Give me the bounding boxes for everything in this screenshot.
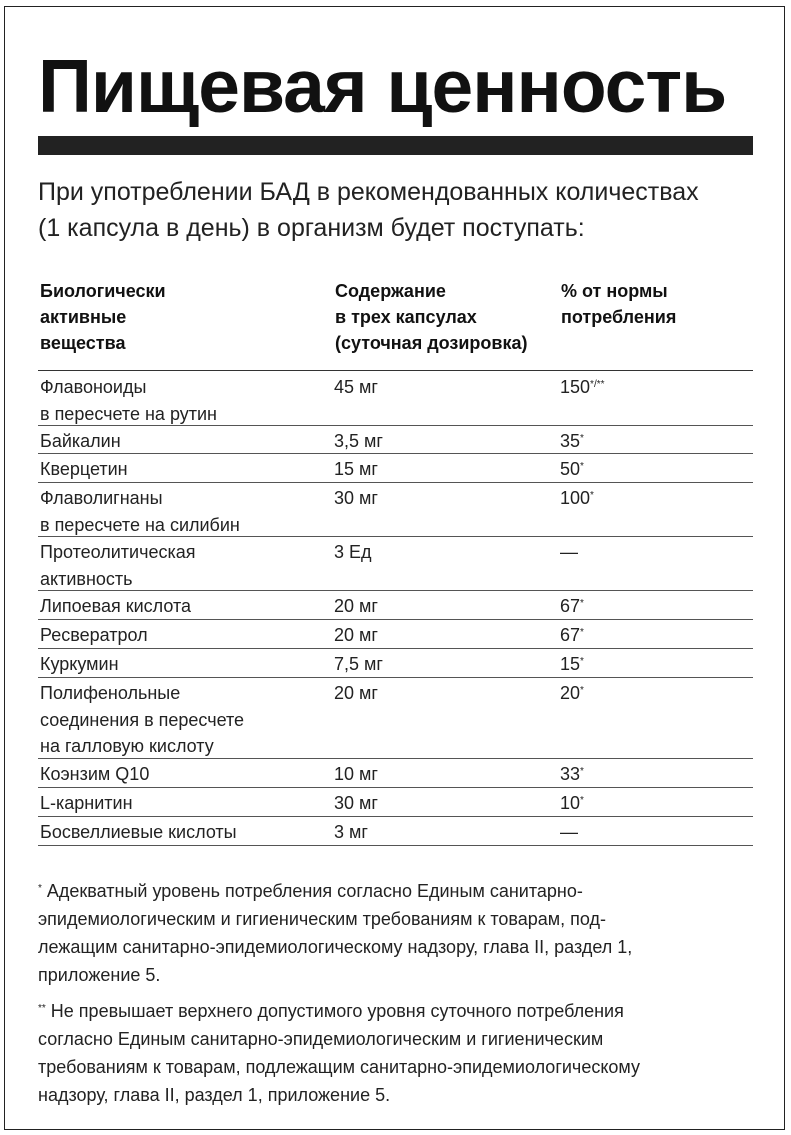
table-row (38, 759, 753, 788)
footnote-mark: * (590, 490, 594, 501)
substance-name-line: в пересчете на силибин (40, 514, 240, 535)
footnote-line: надзору, глава II, раздел 1, приложение 5. (38, 1085, 391, 1105)
substance-name (40, 485, 240, 538)
header-line: потребления (561, 307, 677, 327)
substance-name-line: L-карнитин (40, 793, 133, 813)
footnote-adequate-level (38, 877, 753, 989)
percent-of-norm (560, 761, 584, 788)
percent-value: 33 (560, 764, 581, 784)
percent-of-norm (560, 622, 584, 649)
percent-of-norm (560, 819, 578, 846)
percent-value: 50 (560, 459, 581, 479)
footnote-mark: * (580, 433, 584, 444)
daily-amount: 3 мг (334, 822, 368, 842)
footnote-line: согласно Единым санитарно-эпидемиологическим и гигиеническим (38, 1029, 604, 1049)
substance-name (40, 761, 149, 788)
title-underline-bar (38, 136, 753, 155)
substance-name (40, 593, 191, 620)
header-line: Биологически (40, 281, 166, 301)
substance-name-line: в пересчете на рутин (40, 403, 217, 424)
substance-name-line: Флаволигнаны (40, 488, 163, 508)
percent-value: 67 (560, 625, 581, 645)
substance-name-line: Протеолитическая (40, 542, 196, 562)
table-row (38, 483, 753, 537)
table-row (38, 788, 753, 817)
header-line: % от нормы (561, 281, 668, 301)
substance-name-line: Куркумин (40, 654, 119, 674)
intro-line: (1 капсула в день) в организм будет поступать: (38, 214, 585, 242)
header-line: (суточная дозировка) (335, 333, 528, 353)
percent-of-norm (560, 593, 584, 620)
table-row (38, 426, 753, 454)
table-row (38, 817, 753, 846)
percent-of-norm (560, 539, 578, 566)
substance-name-line: Коэнзим Q10 (40, 764, 150, 784)
daily-amount: 20 мг (334, 596, 378, 616)
footnote-line: требованиям к товарам, подлежащим санитарно-эпидемиологическому (38, 1057, 640, 1077)
header-line: в трех капсулах (335, 307, 477, 327)
substance-name (40, 680, 244, 760)
daily-amount: 20 мг (334, 625, 378, 645)
percent-of-norm (560, 651, 584, 678)
daily-amount: 3 Ед (334, 542, 372, 562)
percent-value: 15 (560, 654, 581, 674)
percent-of-norm (560, 790, 584, 817)
percent-value: — (560, 822, 578, 842)
percent-of-norm (560, 374, 605, 401)
footnote-line: эпидемиологическим и гигиеническим требованиям к товарам, под- (38, 909, 607, 929)
footnote-line: приложение 5. (38, 965, 161, 985)
percent-value: 20 (560, 683, 581, 703)
table-row (38, 591, 753, 620)
substance-name-line: на галловую кислоту (40, 736, 214, 756)
table-row (38, 620, 753, 649)
table-row (38, 537, 753, 591)
header-line: Содержание (335, 281, 446, 301)
daily-amount: 20 мг (334, 683, 378, 703)
footnote-mark: * (38, 883, 42, 894)
percent-value: 100 (560, 488, 591, 508)
substance-name (40, 456, 128, 483)
substance-name-line: Флавоноиды (40, 377, 147, 397)
substance-name (40, 428, 121, 455)
substance-name (40, 622, 148, 649)
daily-amount: 45 мг (334, 377, 378, 397)
daily-amount: 30 мг (334, 793, 378, 813)
footnote-line: лежащим санитарно-эпидемиологическому надзору, глава II, раздел 1, (38, 937, 633, 957)
footnote-upper-limit (38, 997, 753, 1109)
footnote-mark: * (580, 766, 584, 777)
daily-amount: 7,5 мг (334, 654, 383, 674)
substance-name (40, 651, 119, 678)
footnote-mark: * (580, 656, 584, 667)
substance-name (40, 374, 217, 427)
footnote-line: * Адекватный уровень потребления согласно Единым санитарно- (38, 881, 583, 901)
footnote-mark: * (580, 795, 584, 806)
footnote-mark: * (580, 461, 584, 472)
percent-of-norm (560, 485, 594, 512)
intro-text (38, 174, 753, 246)
substance-name (40, 819, 237, 846)
percent-of-norm (560, 456, 584, 483)
percent-value: 10 (560, 793, 581, 813)
footnote-mark: * (580, 685, 584, 696)
percent-value: — (560, 542, 578, 562)
intro-line: При употреблении БАД в рекомендованных количествах (38, 178, 699, 206)
footnote-mark: * (580, 598, 584, 609)
header-line: вещества (40, 333, 126, 353)
substance-name (40, 790, 133, 817)
table-row (38, 372, 753, 426)
page-title: Пищевая ценность (38, 44, 727, 128)
percent-of-norm (560, 428, 584, 455)
nutrition-table-body (38, 372, 753, 846)
header-percent (561, 278, 676, 330)
substance-name-line: Липоевая кислота (40, 596, 192, 616)
footnote-mark: * (580, 627, 584, 638)
substance-name-line: соединения в пересчете (40, 709, 245, 730)
footnote-mark: ** (38, 1003, 46, 1014)
daily-amount: 10 мг (334, 764, 378, 784)
table-row (38, 678, 753, 759)
percent-of-norm (560, 680, 584, 707)
percent-value: 150 (560, 377, 591, 397)
percent-value: 67 (560, 596, 581, 616)
substance-name-line: Кверцетин (40, 459, 128, 479)
footnote-line: ** Не превышает верхнего допустимого уровня суточного потребления (38, 1001, 624, 1021)
header-line: активные (40, 307, 127, 327)
substance-name (40, 539, 196, 592)
daily-amount: 30 мг (334, 488, 378, 508)
percent-value: 35 (560, 431, 581, 451)
substance-name-line: Полифенольные (40, 683, 181, 703)
daily-amount: 15 мг (334, 459, 378, 479)
table-row (38, 454, 753, 483)
substance-name-line: Ресвератрол (40, 625, 148, 645)
table-row (38, 649, 753, 678)
table-header (38, 278, 753, 371)
substance-name-line: активность (40, 568, 133, 589)
header-substance (40, 278, 166, 356)
footnote-mark: */** (590, 379, 605, 390)
substance-name-line: Босвеллиевые кислоты (40, 822, 237, 842)
daily-amount: 3,5 мг (334, 431, 383, 451)
header-content (335, 278, 527, 356)
substance-name-line: Байкалин (40, 431, 121, 451)
